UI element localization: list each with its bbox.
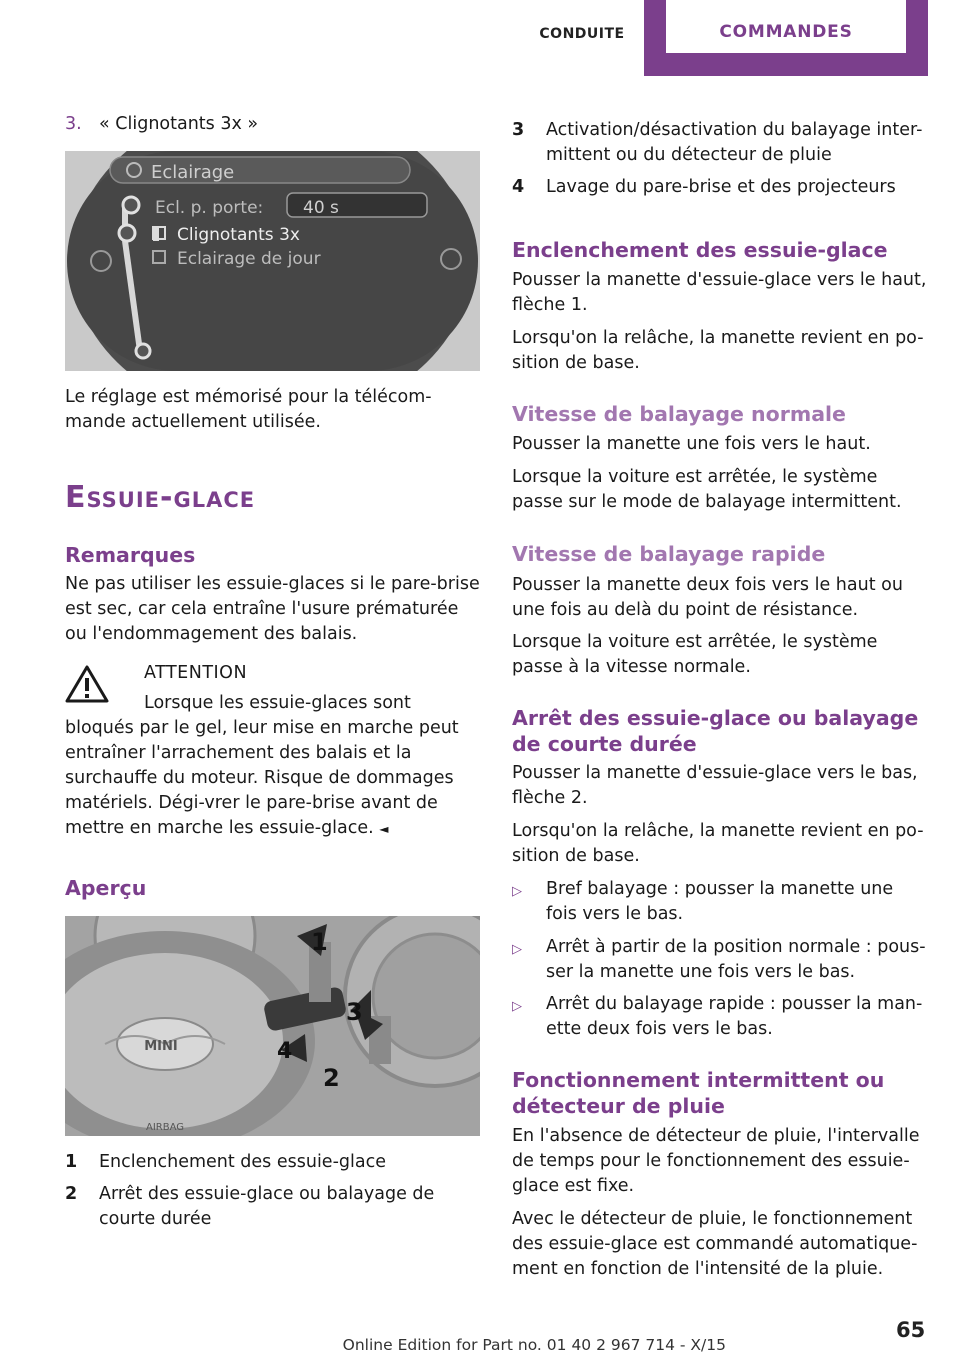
text-intermittent-1: En l'absence de détecteur de pluie, l'intervalle de temps pour le fonctionnement des essuie-glace est fixe. — [512, 1126, 920, 1196]
screen-row1-label: Ecl. p. porte: — [155, 198, 264, 218]
callout-4: 4 — [277, 1039, 293, 1064]
screen-row2-label: Clignotants 3x — [177, 225, 300, 245]
header-tab-conduite-label: CONDUITE — [539, 26, 625, 42]
step-3-text: « Clignotants 3x » — [99, 114, 259, 134]
section-title: Essuie-glace — [65, 480, 256, 515]
text-intermittent-2: Avec le détecteur de pluie, le fonctionnement des essuie-glace est commandé automatique-ment en fonction de l'intensité de la pluie. — [512, 1209, 918, 1279]
heading-arret: Arrêt des essuie-glace ou balayage de courte durée — [512, 706, 919, 756]
attention-label: ATTENTION — [144, 663, 248, 683]
page-number: 65 — [896, 1318, 926, 1342]
screen-row1-value: 40 s — [303, 198, 339, 218]
list-item-number: 3 — [512, 120, 525, 140]
figure-mini-logo-text: MINI — [144, 1039, 178, 1054]
callout-1: 1 — [311, 928, 328, 956]
footer-edition: Online Edition for Part no. 01 40 2 967 714 - X/15 — [342, 1336, 726, 1354]
text-normale-1: Pousser la manette une fois vers le haut. — [512, 434, 871, 454]
text-enclenchement-2: Lorsqu'on la relâche, la manette revient en po-sition de base. — [512, 328, 924, 373]
remarques-text: Ne pas utiliser les essuie-glaces si le pare-brise est sec, car cela entraîne l'usure prématurée ou l'endommagement des balais. — [65, 574, 480, 644]
bullet-text: Arrêt à partir de la position normale : pous-ser la manette une fois vers le bas. — [546, 937, 926, 982]
figure-airbag-text: AIRBAG — [145, 1122, 185, 1133]
display-screenshot — [65, 151, 480, 371]
heading-intermittent: Fonctionnement intermittent ou détecteur de pluie — [512, 1068, 885, 1118]
step-3-number: 3. — [65, 114, 82, 134]
list-item-text: Enclenchement des essuie-glace — [99, 1152, 386, 1172]
list-item-text: Activation/désactivation du balayage inter-mittent ou du détecteur de pluie — [546, 120, 923, 165]
text-enclenchement-1: Pousser la manette d'essuie-glace vers le haut, flèche 1. — [512, 270, 927, 315]
header-tab-commandes-label: COMMANDES — [719, 22, 853, 42]
bullet-marker: ▷ — [512, 884, 522, 899]
bullet-text: Arrêt du balayage rapide : pousser la man-ette deux fois vers le bas. — [546, 994, 923, 1039]
attention-body — [65, 691, 480, 842]
screen-menu-title: Eclairage — [151, 162, 235, 183]
text-normale-2: Lorsque la voiture est arrêtée, le système passe sur le mode de balayage intermittent. — [512, 467, 902, 512]
bullet-marker: ▷ — [512, 942, 522, 957]
remarques-title: Remarques — [65, 543, 196, 567]
memo-text: Le réglage est mémorisé pour la télécom-mande actuellement utilisée. — [65, 387, 432, 432]
bullet-text: Bref balayage : pousser la manette une fois vers le bas. — [546, 879, 894, 924]
attention-text: Lorsque les essuie-glaces sont bloqués par le gel, leur mise en marche peut entraîner l'arrachement des balais et la surchauffe du moteur. Risque de dommages matériels. Dégi-vrer le pare-brise avant de mettre en marche les essuie-glace. — [65, 693, 459, 838]
heading-normale: Vitesse de balayage normale — [512, 402, 846, 426]
text-rapide-1: Pousser la manette deux fois vers le haut ou une fois au delà du point de résistance. — [512, 575, 903, 620]
list-item-number: 2 — [65, 1184, 78, 1204]
heading-enclenchement: Enclenchement des essuie-glace — [512, 238, 888, 262]
attention-end-mark: ◄ — [379, 822, 389, 836]
heading-rapide: Vitesse de balayage rapide — [512, 542, 826, 566]
list-item-text: Arrêt des essuie-glace ou balayage de courte durée — [99, 1184, 435, 1229]
header-tab-commandes-inner — [666, 0, 906, 53]
header-tab-conduite — [520, 0, 644, 70]
steering-wheel-svg — [65, 916, 480, 1136]
screen-row3-label: Eclairage de jour — [177, 249, 321, 269]
bullet-marker: ▷ — [512, 999, 522, 1014]
steering-wheel-figure — [65, 916, 480, 1136]
list-item-number: 1 — [65, 1152, 78, 1172]
text-arret-2: Lorsqu'on la relâche, la manette revient en po-sition de base. — [512, 821, 924, 866]
display-screenshot-svg — [65, 151, 480, 371]
list-item-number: 4 — [512, 177, 525, 197]
step-3 — [65, 112, 259, 137]
callout-3: 3 — [346, 998, 363, 1026]
header-tab-commandes — [644, 0, 928, 76]
list-item-text: Lavage du pare-brise et des projecteurs — [546, 177, 896, 197]
text-arret-1: Pousser la manette d'essuie-glace vers le bas, flèche 2. — [512, 763, 918, 808]
callout-2: 2 — [323, 1064, 340, 1092]
text-rapide-2: Lorsque la voiture est arrêtée, le système passe à la vitesse normale. — [512, 632, 878, 677]
apercu-title: Aperçu — [65, 876, 147, 900]
